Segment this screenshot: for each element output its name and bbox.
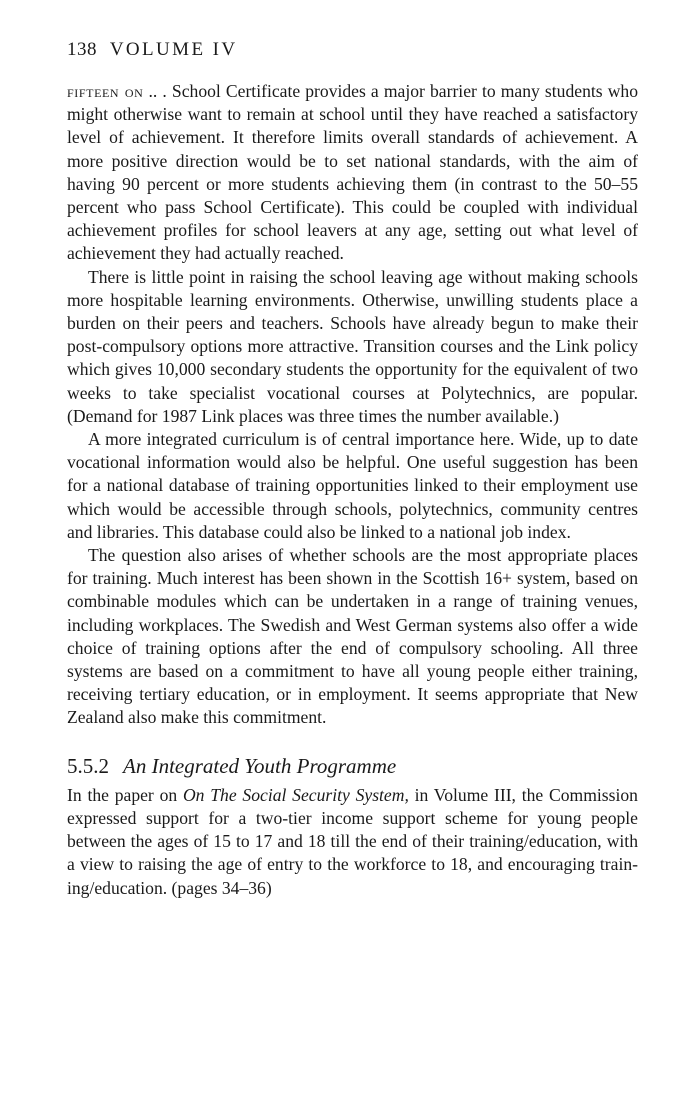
section-number: 5.5.2 [67,753,109,778]
paragraph-leaving-age: There is little point in raising the school leaving age without making schools more hospitable learning environments. Otherwise, unwilling students place a burden on their peers and teachers. Schools have already begun to make their post-compulsory options more attractive. Transition courses and the Link policy which gives 10,000 secondary students the opportunity for the equivalent of two weeks to take specialist vocational courses at Polytechnics, are popular. (Demand for 1987 Link places was three times the number available.) [67,266,638,426]
section-heading [67,752,638,780]
paragraph-integrated-curriculum: A more integrated curriculum is of central importance here. Wide, up to date vocational information would also be helpful. One useful suggestion has been for a national database of training opportunities linked to their employment use which would be accessible through schools, polytechnics, community centres and libraries. This database could also be linked to a national job index. [67,429,638,542]
paragraph-text: .. . School Certificate provides a major barrier to many students who might otherwise want to remain at school until they have reached a satisfactory level of achievement. It therefore limits overall standards of achievement. A more positive direction would be to set national standards, with the aim of having 90 percent or more students achieving them (in contrast to the 50–55 percent who pass School Certificate). This could be coupled with individual achievement profiles for school leavers at any age, setting out what level of achievement they had actually reached. [67,81,638,264]
volume-label: VOLUME IV [109,39,238,60]
section-title: An Integrated Youth Programme [123,753,397,778]
page-number: 138 [67,39,97,60]
cited-paper-title: On The Social Security System, [182,784,409,805]
running-head [67,36,638,64]
document-page [67,36,638,900]
paragraph-school-certificate [67,80,638,266]
paragraph-youth-programme [67,784,638,900]
paragraph-text: in Volume III, the Commission expressed support for a two-tier income support scheme for young people between the ages of 15 to 17 and 18 till the end of their training/education, with a view to raising the age of entry to the workforce to 18, and encouraging training/education. (pages 34–36) [67,784,638,898]
paragraph-text: In the paper on [67,784,183,805]
lead-in-small-caps: fifteen on [67,81,144,101]
paragraph-training-places: The question also arises of whether schools are the most appropriate places for training. Much interest has been shown in the Scottish 16+ system, based on combinable modules which can be undertaken in a range of training venues, including workplaces. The Swedish and West German systems also offer a wide choice of training options after the end of compulsory schooling. All three systems are based on a commitment to have all young people either training, receiving tertiary education, or in employment. It seems appropriate that New Zealand also make this commitment. [67,545,638,728]
